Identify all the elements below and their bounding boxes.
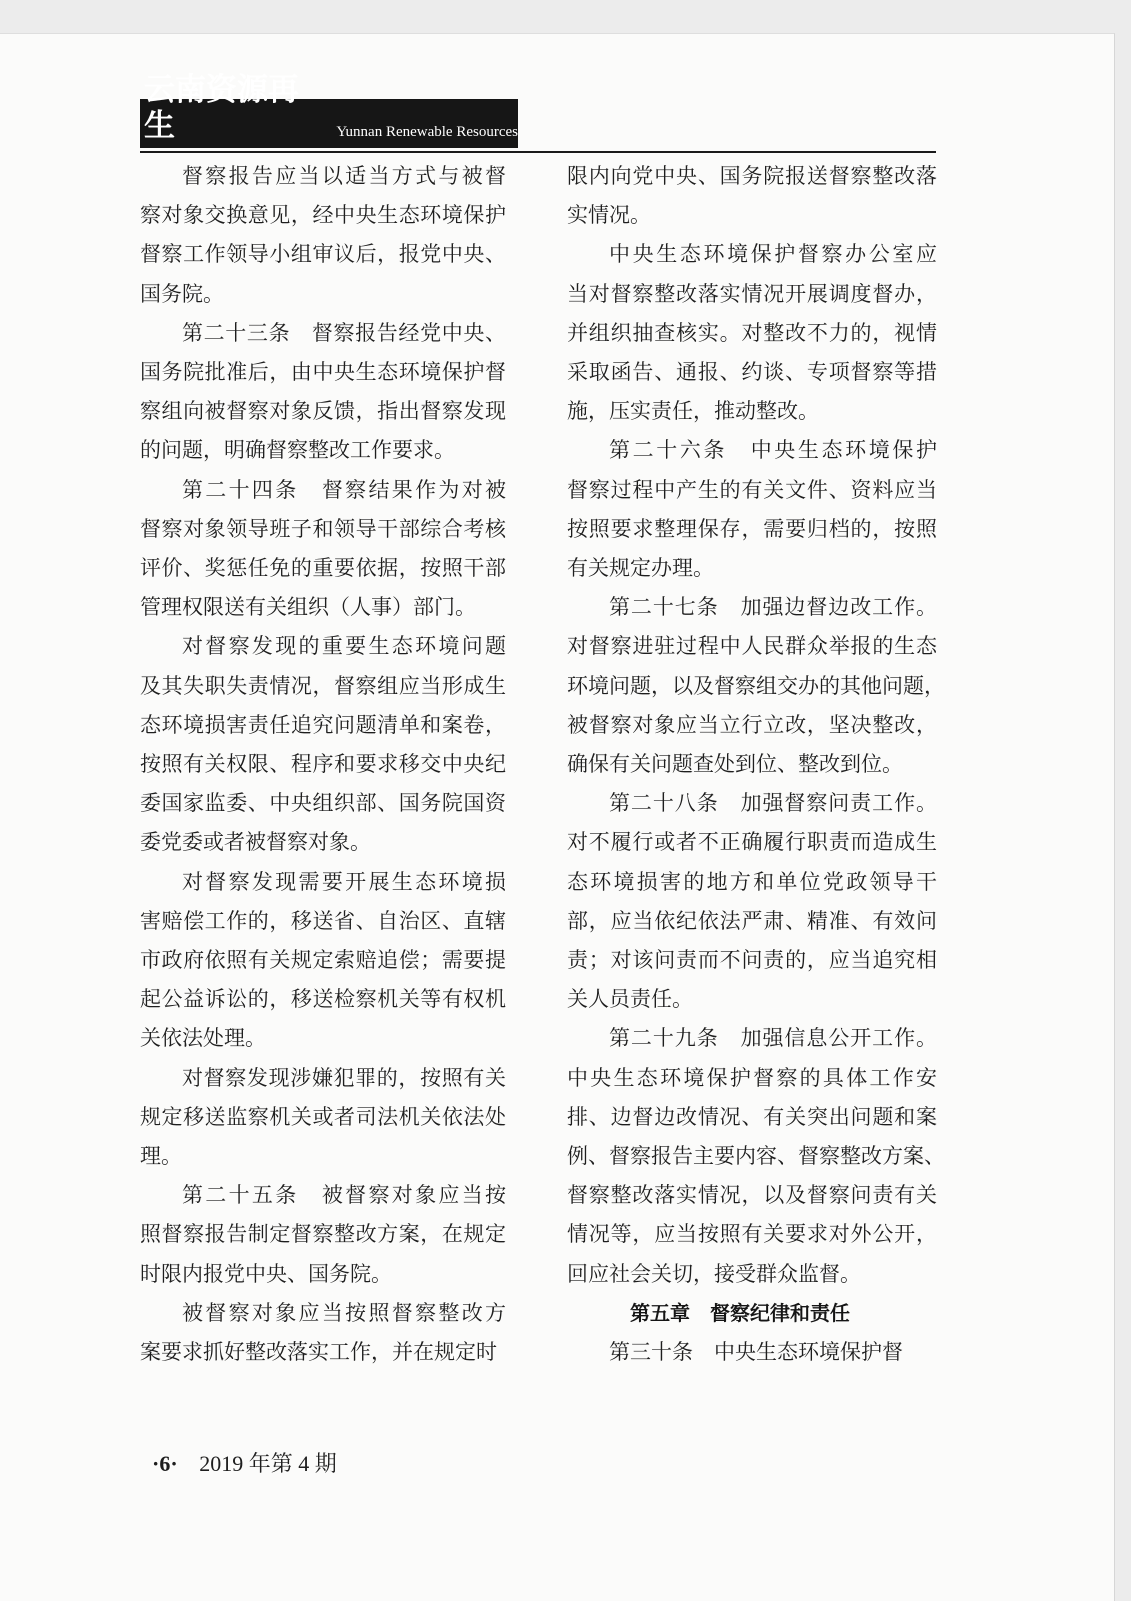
text-line: 按照有关权限、程序和要求移交中央纪 (140, 752, 506, 777)
text-line: 规定移送监察机关或者司法机关依法处 (140, 1104, 506, 1129)
page-footer (152, 1447, 337, 1478)
text-line: 委国家监委、中央组织部、国务院国资 (140, 791, 506, 816)
text-line: 对督察进驻过程中人民群众举报的生态 (567, 634, 937, 659)
text-line: 评价、奖惩任免的重要依据，按照干部 (140, 556, 506, 581)
text-line: 察组向被督察对象反馈，指出督察发现 (140, 399, 506, 424)
text-line: 起公益诉讼的，移送检察机关等有权机 (140, 987, 506, 1012)
text-line: 第二十九条 加强信息公开工作。 (609, 1026, 937, 1051)
text-line: 态环境损害的地方和单位党政领导干 (567, 869, 937, 894)
journal-masthead (140, 72, 518, 148)
text-line: 察对象交换意见，经中央生态环境保护 (140, 203, 506, 228)
paragraph (140, 627, 506, 862)
paragraph (567, 588, 945, 784)
paragraph (140, 314, 506, 471)
paragraph (567, 1333, 937, 1372)
text-line: 第二十七条 加强边督边改工作。 (609, 595, 937, 620)
paragraph (140, 1176, 506, 1294)
text-line: 对不履行或者不正确履行职责而造成生 (567, 830, 937, 855)
text-line: 限内向党中央、国务院报送督察整改落 (567, 164, 937, 188)
paragraph (567, 1019, 945, 1293)
text-line: 施，压实责任，推动整改。 (567, 399, 819, 424)
text-line: 对督察发现的重要生态环境问题 (182, 634, 506, 659)
text-line: 确保有关问题查处到位、整改到位。 (567, 752, 903, 777)
text-line: 理。 (140, 1144, 182, 1169)
text-line: 第二十八条 加强督察问责工作。 (609, 791, 937, 816)
paragraph (140, 157, 506, 314)
text-line: 市政府依照有关规定索赔追偿；需要提 (140, 948, 506, 973)
text-line: 督察整改落实情况，以及督察问责有关 (567, 1183, 937, 1208)
text-line: 例、督察报告主要内容、督察整改方案、 (567, 1144, 945, 1169)
text-line: 管理权限送有关组织（人事）部门。 (140, 595, 476, 620)
right-text-column (567, 157, 945, 1372)
text-line: 案要求抓好整改落实工作，并在规定时 (140, 1340, 497, 1365)
text-line: 环境问题，以及督察组交办的其他问题， (567, 673, 945, 698)
text-line: 及其失职失责情况，督察组应当形成生 (140, 673, 506, 698)
text-line: 关依法处理。 (140, 1026, 266, 1051)
text-line: 时限内报党中央、国务院。 (140, 1261, 392, 1286)
text-line: 照督察报告制定督察整改方案，在规定 (140, 1222, 506, 1247)
masthead-title-english: Yunnan Renewable Resources (336, 124, 518, 140)
text-line: 国务院批准后，由中央生态环境保护督 (140, 360, 506, 385)
paragraph (567, 784, 937, 1019)
text-line: 实情况。 (567, 203, 651, 228)
paragraph (567, 157, 937, 235)
paragraph (140, 1294, 506, 1372)
text-line: 第三十条 中央生态环境保护督 (609, 1340, 903, 1365)
paragraph (567, 431, 937, 588)
text-line: 督察工作领导小组审议后，报党中央、 (140, 242, 506, 267)
text-line: 害赔偿工作的，移送省、自治区、直辖 (140, 908, 506, 933)
text-line: 采取函告、通报、约谈、专项督察等措 (567, 360, 937, 385)
text-line: 委党委或者被督察对象。 (140, 830, 371, 855)
text-line: 督察报告应当以适当方式与被督 (182, 164, 506, 188)
text-line: 按照要求整理保存，需要归档的，按照 (567, 516, 937, 541)
paragraph (140, 1059, 506, 1177)
chapter-heading: 第五章 督察纪律和责任 (630, 1300, 850, 1325)
text-line: 被督察对象应当按照督察整改方 (182, 1300, 506, 1325)
paragraph (567, 235, 937, 431)
text-line: 关人员责任。 (567, 987, 693, 1012)
text-line: 部，应当依纪依法严肃、精准、有效问 (567, 908, 937, 933)
text-line: 对督察发现涉嫌犯罪的，按照有关 (182, 1065, 506, 1090)
text-line: 并组织抽查核实。对整改不力的，视情 (567, 320, 937, 345)
text-line: 第二十五条 被督察对象应当按 (182, 1183, 506, 1208)
text-line: 态环境损害责任追究问题清单和案卷， (140, 712, 506, 737)
text-line: 当对督察整改落实情况开展调度督办， (567, 281, 937, 306)
text-line: 第二十四条 督察结果作为对被 (182, 477, 506, 502)
text-line: 督察过程中产生的有关文件、资料应当 (567, 477, 937, 502)
masthead-title-chinese: 云南资源再生 (144, 72, 299, 144)
left-text-column (140, 157, 506, 1372)
text-line: 被督察对象应当立行立改，坚决整改， (567, 712, 937, 737)
text-line: 第二十三条 督察报告经党中央、 (182, 320, 506, 345)
paragraph (140, 863, 506, 1059)
text-line: 回应社会关切，接受群众监督。 (567, 1261, 861, 1286)
text-line: 对督察发现需要开展生态环境损 (182, 869, 506, 894)
text-line: 责；对该问责而不问责的，应当追究相 (567, 948, 937, 973)
text-line: 督察对象领导班子和领导干部综合考核 (140, 516, 506, 541)
issue-label: 2019 年第 4 期 (199, 1451, 337, 1476)
text-line: 国务院。 (140, 281, 224, 306)
paragraph (140, 471, 506, 628)
text-line: 中央生态环境保护督察的具体工作安 (567, 1065, 937, 1090)
text-line: 有关规定办理。 (567, 556, 714, 581)
text-line: 排、边督边改情况、有关突出问题和案 (567, 1104, 937, 1129)
page-number: ·6· (152, 1451, 178, 1476)
text-line: 中央生态环境保护督察办公室应 (609, 242, 937, 267)
header-rule (140, 151, 936, 153)
text-line: 第二十六条 中央生态环境保护 (609, 438, 937, 463)
text-line: 情况等，应当按照有关要求对外公开， (567, 1222, 937, 1247)
text-line: 的问题，明确督察整改工作要求。 (140, 438, 455, 463)
